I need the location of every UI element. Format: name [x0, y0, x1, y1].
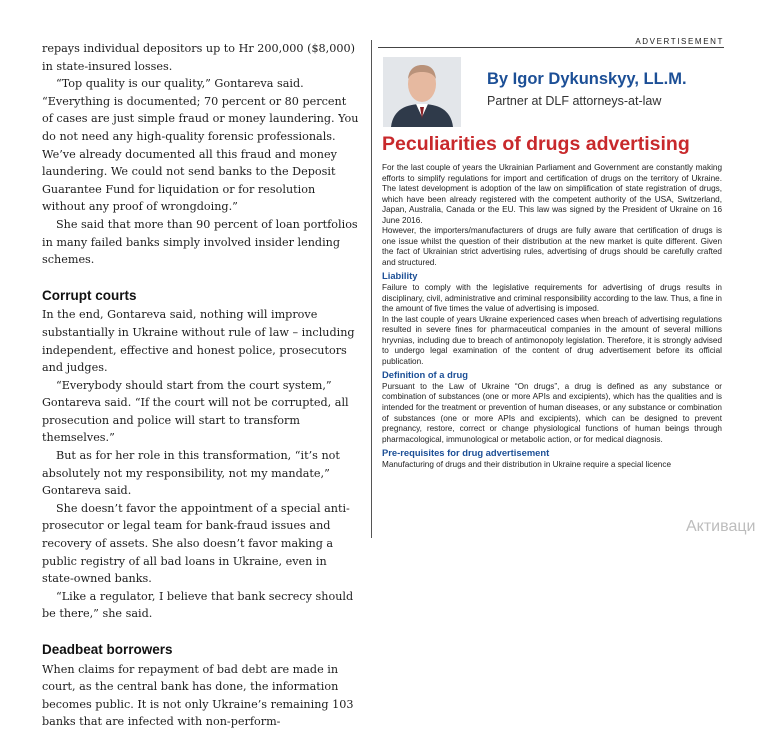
paragraph: She said that more than 90 percent of loan portfolios in many failed banks simply involved insider lending schemes.: [42, 217, 358, 267]
paragraph: “Everybody should start from the court system,” Gontareva said. “If the court will not be corrupted, all prosecution and police will start to transform themselves.”: [42, 378, 349, 445]
paragraph: Failure to comply with the legislative requirements for advertising of drugs results in disciplinary, civil, administrative and criminal responsibility according to the law. Thus, a fine in the amount of five times the value of advertising is imposed.: [382, 283, 722, 314]
section-heading-deadbeat-borrowers: Deadbeat borrowers: [42, 642, 173, 657]
subheading-liability: Liability: [382, 270, 418, 282]
advertisement-body: [382, 163, 722, 470]
paragraph: Manufacturing of drugs and their distribution in Ukraine require a special licence: [382, 459, 671, 469]
activation-watermark: Активаци: [686, 518, 756, 535]
advertisement-title: Peculiarities of drugs advertising: [382, 133, 690, 155]
section-heading-corrupt-courts: Corrupt courts: [42, 287, 137, 303]
author-role: Partner at DLF attorneys-at-law: [487, 94, 662, 108]
paragraph: “Top quality is our quality,” Gontareva said. “Everything is documented; 70 percent or 80 percent of cases are just simple fraud or money laundering. You do not need any high-quality forensic professionals. We’ve already documented all this fraud and money laundering. We could not send banks to the Deposit Guarantee Fund for liquidation or for resolution without any proof of wrongdoing.”: [42, 77, 359, 214]
article-left-column: [42, 40, 360, 731]
paragraph: For the last couple of years the Ukrainian Parliament and Government are constantly making efforts to simplify regulations for import and certification of drugs on the territory of Ukraine. The latest development is adoption of the law on simplification of state registration of drugs, which have been already registered with the competent authority of the USA, Switzerland, Japan, Australia, Canada or the EU. This law was signed by the President of Ukraine on 16 June 2016.: [382, 163, 722, 225]
paragraph: When claims for repayment of bad debt are made in court, as the central bank has done, the information becomes public. It is not only Ukraine’s remaining 103 banks that are infected with non-perform-: [42, 662, 354, 729]
paragraph: In the end, Gontareva said, nothing will improve substantially in Ukraine without rule of law – including independent, effective and honest police, prosecutors and judges.: [42, 308, 355, 375]
author-name: By Igor Dykunskyy, LL.M.: [487, 70, 687, 88]
author-photo: [383, 57, 461, 127]
paragraph: “Like a regulator, I believe that bank secrecy should be there,” she said.: [42, 589, 354, 621]
paragraph: She doesn’t favor the appointment of a special anti-prosecutor or legal team for bank-fraud issues and recovery of assets. She also doesn’t favor making a public registry of all bad loans in Ukraine, even in state-owned banks.: [42, 501, 350, 586]
advertisement-label: ADVERTISEMENT: [635, 37, 724, 46]
paragraph: In the last couple of years Ukraine experienced cases when breach of advertising regulations resulted in severe fines for pharmaceutical companies in the amount of several millions hryvnias, including due to breach of antimonopoly legislation. Therefore, it is strongly advised to undergo legal examination of the content of drug advertisement before its official publication.: [382, 314, 722, 366]
column-divider: [371, 40, 372, 538]
advertisement-rule: [378, 47, 724, 48]
paragraph: However, the importers/manufacturers of drugs are fully aware that certification of drugs is one issue whilst the question of their distribution at the new market is quite different. Given the fact of Ukrainian strict advertising rules, advertising of drugs should be carefully crafted and structured.: [382, 226, 722, 267]
paragraph: repays individual depositors up to Hr 200,000 ($8,000) in state-insured losses.: [42, 42, 355, 73]
person-icon: [383, 57, 461, 127]
paragraph: Pursuant to the Law of Ukraine “On drugs”, a drug is defined as any substance or combination of substances (one or more APIs and excipients), which has the qualities and is intended for the treatment or prevention of human diseases, or any substance or combination of substances (one or more APIs and excipients), which can be designed to prevent pregnancy, restore, correct or change physiological functions of human beings through pharmacological, immunological or metabolic action, or for medical diagnosis.: [382, 381, 722, 444]
subheading-prerequisites: Pre-requisites for drug advertisement: [382, 447, 550, 459]
subheading-definition: Definition of a drug: [382, 369, 468, 381]
paragraph: But as for her role in this transformation, “it’s not absolutely not my responsibility, not my mandate,” Gontareva said.: [42, 449, 340, 498]
